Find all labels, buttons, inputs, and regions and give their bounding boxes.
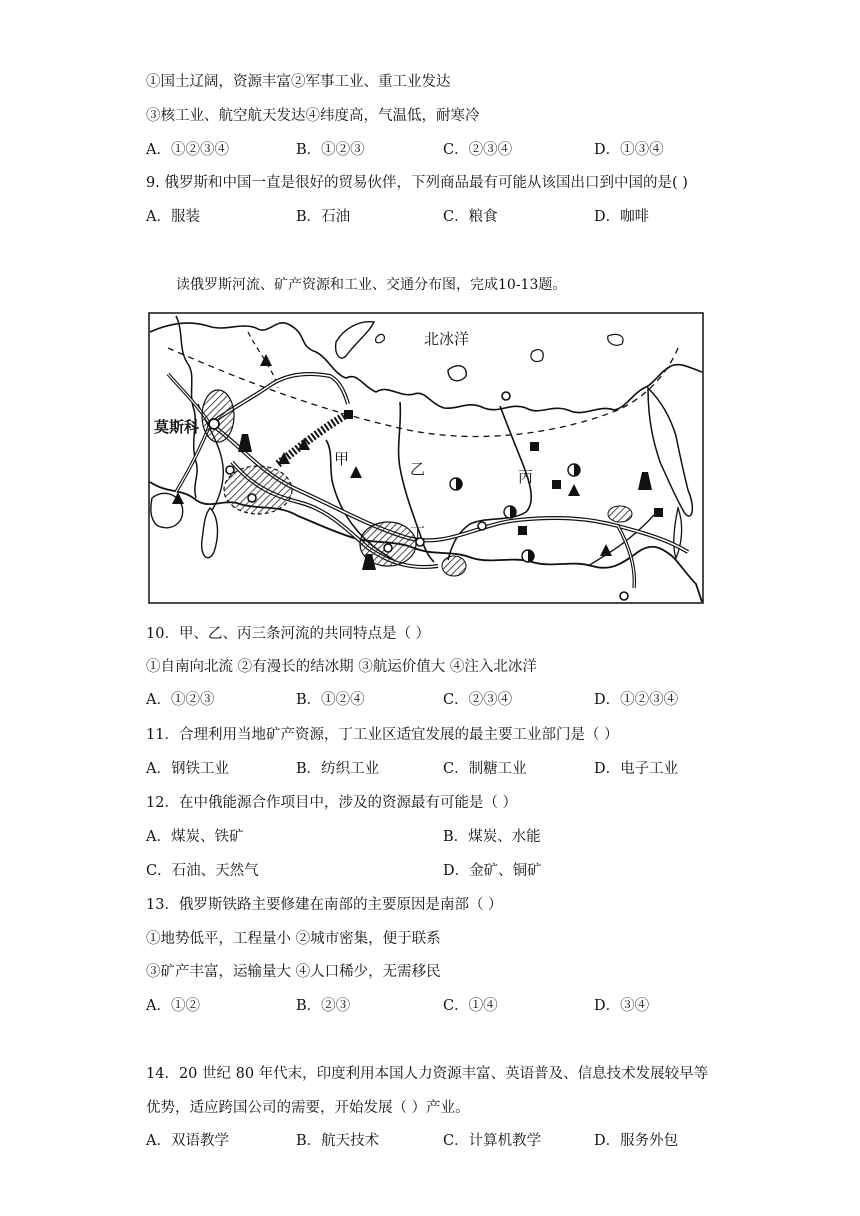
q12-option-a[interactable]: A．煤炭、铁矿 [146,829,244,845]
city-moscow [209,419,219,429]
q12-option-b[interactable]: B．煤炭、水能 [443,829,541,845]
q11-option-c[interactable]: C．制糖工业 [443,761,527,777]
label-moscow: 莫斯科 [154,418,200,436]
half-circle-symbol [504,506,516,518]
q10-option-c[interactable]: C．②③④ [443,692,513,708]
map-intro: 读俄罗斯河流、矿产资源和工业、交通分布图，完成10-13题。 [176,277,567,293]
label-arctic-ocean: 北冰洋 [424,330,470,348]
square-symbol [344,410,353,419]
q13-option-b[interactable]: B．②③ [296,998,351,1014]
label-bing: 丙 [518,468,534,486]
q12-option-d[interactable]: D．金矿、铜矿 [443,863,542,879]
square-symbol [530,442,539,451]
q14-stem-line-1: 14．20 世纪 80 年代末，印度利用本国人力资源丰富、英语普及、信息技术发展较早等 [146,1066,709,1082]
q14-option-b[interactable]: B．航天技术 [296,1133,380,1149]
q12-option-c[interactable]: C．石油、天然气 [146,863,259,879]
q11-options [146,759,726,779]
city-5 [502,392,510,400]
q11-option-b[interactable]: B．纺织工业 [296,761,380,777]
q9-option-a[interactable]: A．服装 [146,209,200,225]
q10-option-b[interactable]: B．①②④ [296,692,365,708]
q14-option-d[interactable]: D．服务外包 [594,1133,679,1149]
q9-options [146,207,726,227]
q8-option-b[interactable]: B．①②③ [296,142,365,158]
city-3 [384,544,392,552]
q13-stem: 13．俄罗斯铁路主要修建在南部的主要原因是南部（ ） [146,897,503,913]
label-jia: 甲 [334,450,350,468]
square-symbol [518,526,527,535]
q11-option-d[interactable]: D．电子工业 [594,761,679,777]
label-ding: 丁 [410,524,426,542]
q14-option-a[interactable]: A．双语教学 [146,1133,229,1149]
half-circle-symbol [450,478,462,490]
q12-options-row-2 [146,861,726,881]
label-yi: 乙 [410,460,426,478]
q8-item-line-2: ③核工业、航空航天发达④纬度高，气温低，耐寒冷 [146,108,480,124]
q12-options-row-1 [146,827,726,847]
q9-option-d[interactable]: D．咖啡 [594,209,650,225]
q9-stem: 9. 俄罗斯和中国一直是很好的贸易伙伴，下列商品最有可能从该国出口到中国的是( ) [146,175,688,191]
square-symbol [552,480,561,489]
industrial-zone-baikal [442,556,466,576]
q10-option-a[interactable]: A．①②③ [146,692,215,708]
q14-options [146,1131,726,1151]
q10-stem: 10．甲、乙、丙三条河流的共同特点是（ ） [146,626,431,642]
q9-option-c[interactable]: C．粮食 [443,209,498,225]
city-1 [226,466,234,474]
q13-option-a[interactable]: A．①② [146,998,200,1014]
city-6 [620,592,628,600]
q8-options [146,140,726,160]
q9-option-b[interactable]: B．石油 [296,209,351,225]
city-4 [478,522,486,530]
q13-options [146,996,726,1016]
q14-option-c[interactable]: C．计算机教学 [443,1133,542,1149]
industrial-zone-moscow [202,390,234,442]
q8-option-d[interactable]: D．①③④ [594,142,664,158]
half-circle-symbol [522,550,534,562]
q13-items-line-1: ①地势低平，工程量小 ②城市密集，便于联系 [146,931,441,947]
q13-option-d[interactable]: D．③④ [594,998,650,1014]
q11-option-a[interactable]: A．钢铁工业 [146,761,229,777]
russia-map [148,312,704,604]
q8-option-c[interactable]: C．②③④ [443,142,513,158]
q10-items: ①自南向北流 ②有漫长的结冰期 ③航运价值大 ④注入北冰洋 [146,659,537,675]
q14-stem-line-2: 优势，适应跨国公司的需要，开始发展（ ）产业。 [146,1100,470,1116]
q10-options [146,690,726,710]
industrial-zone-far-east [608,506,632,522]
q11-stem: 11．合理利用当地矿产资源，丁工业区适宜发展的最主要工业部门是（ ） [146,727,619,743]
city-2 [248,494,256,502]
map-frame [149,313,703,603]
q8-item-line-1: ①国土辽阔，资源丰富②军事工业、重工业发达 [146,74,451,90]
q10-option-d[interactable]: D．①②③④ [594,692,679,708]
square-symbol [654,508,663,517]
q13-option-c[interactable]: C．①④ [443,998,498,1014]
q8-option-a[interactable]: A．①②③④ [146,142,229,158]
industrial-zone-volga [224,466,292,514]
half-circle-symbol [568,464,580,476]
q12-stem: 12．在中俄能源合作项目中，涉及的资源最有可能是（ ） [146,795,518,811]
q13-items-line-2: ③矿产丰富，运输量大 ④人口稀少，无需移民 [146,964,441,980]
